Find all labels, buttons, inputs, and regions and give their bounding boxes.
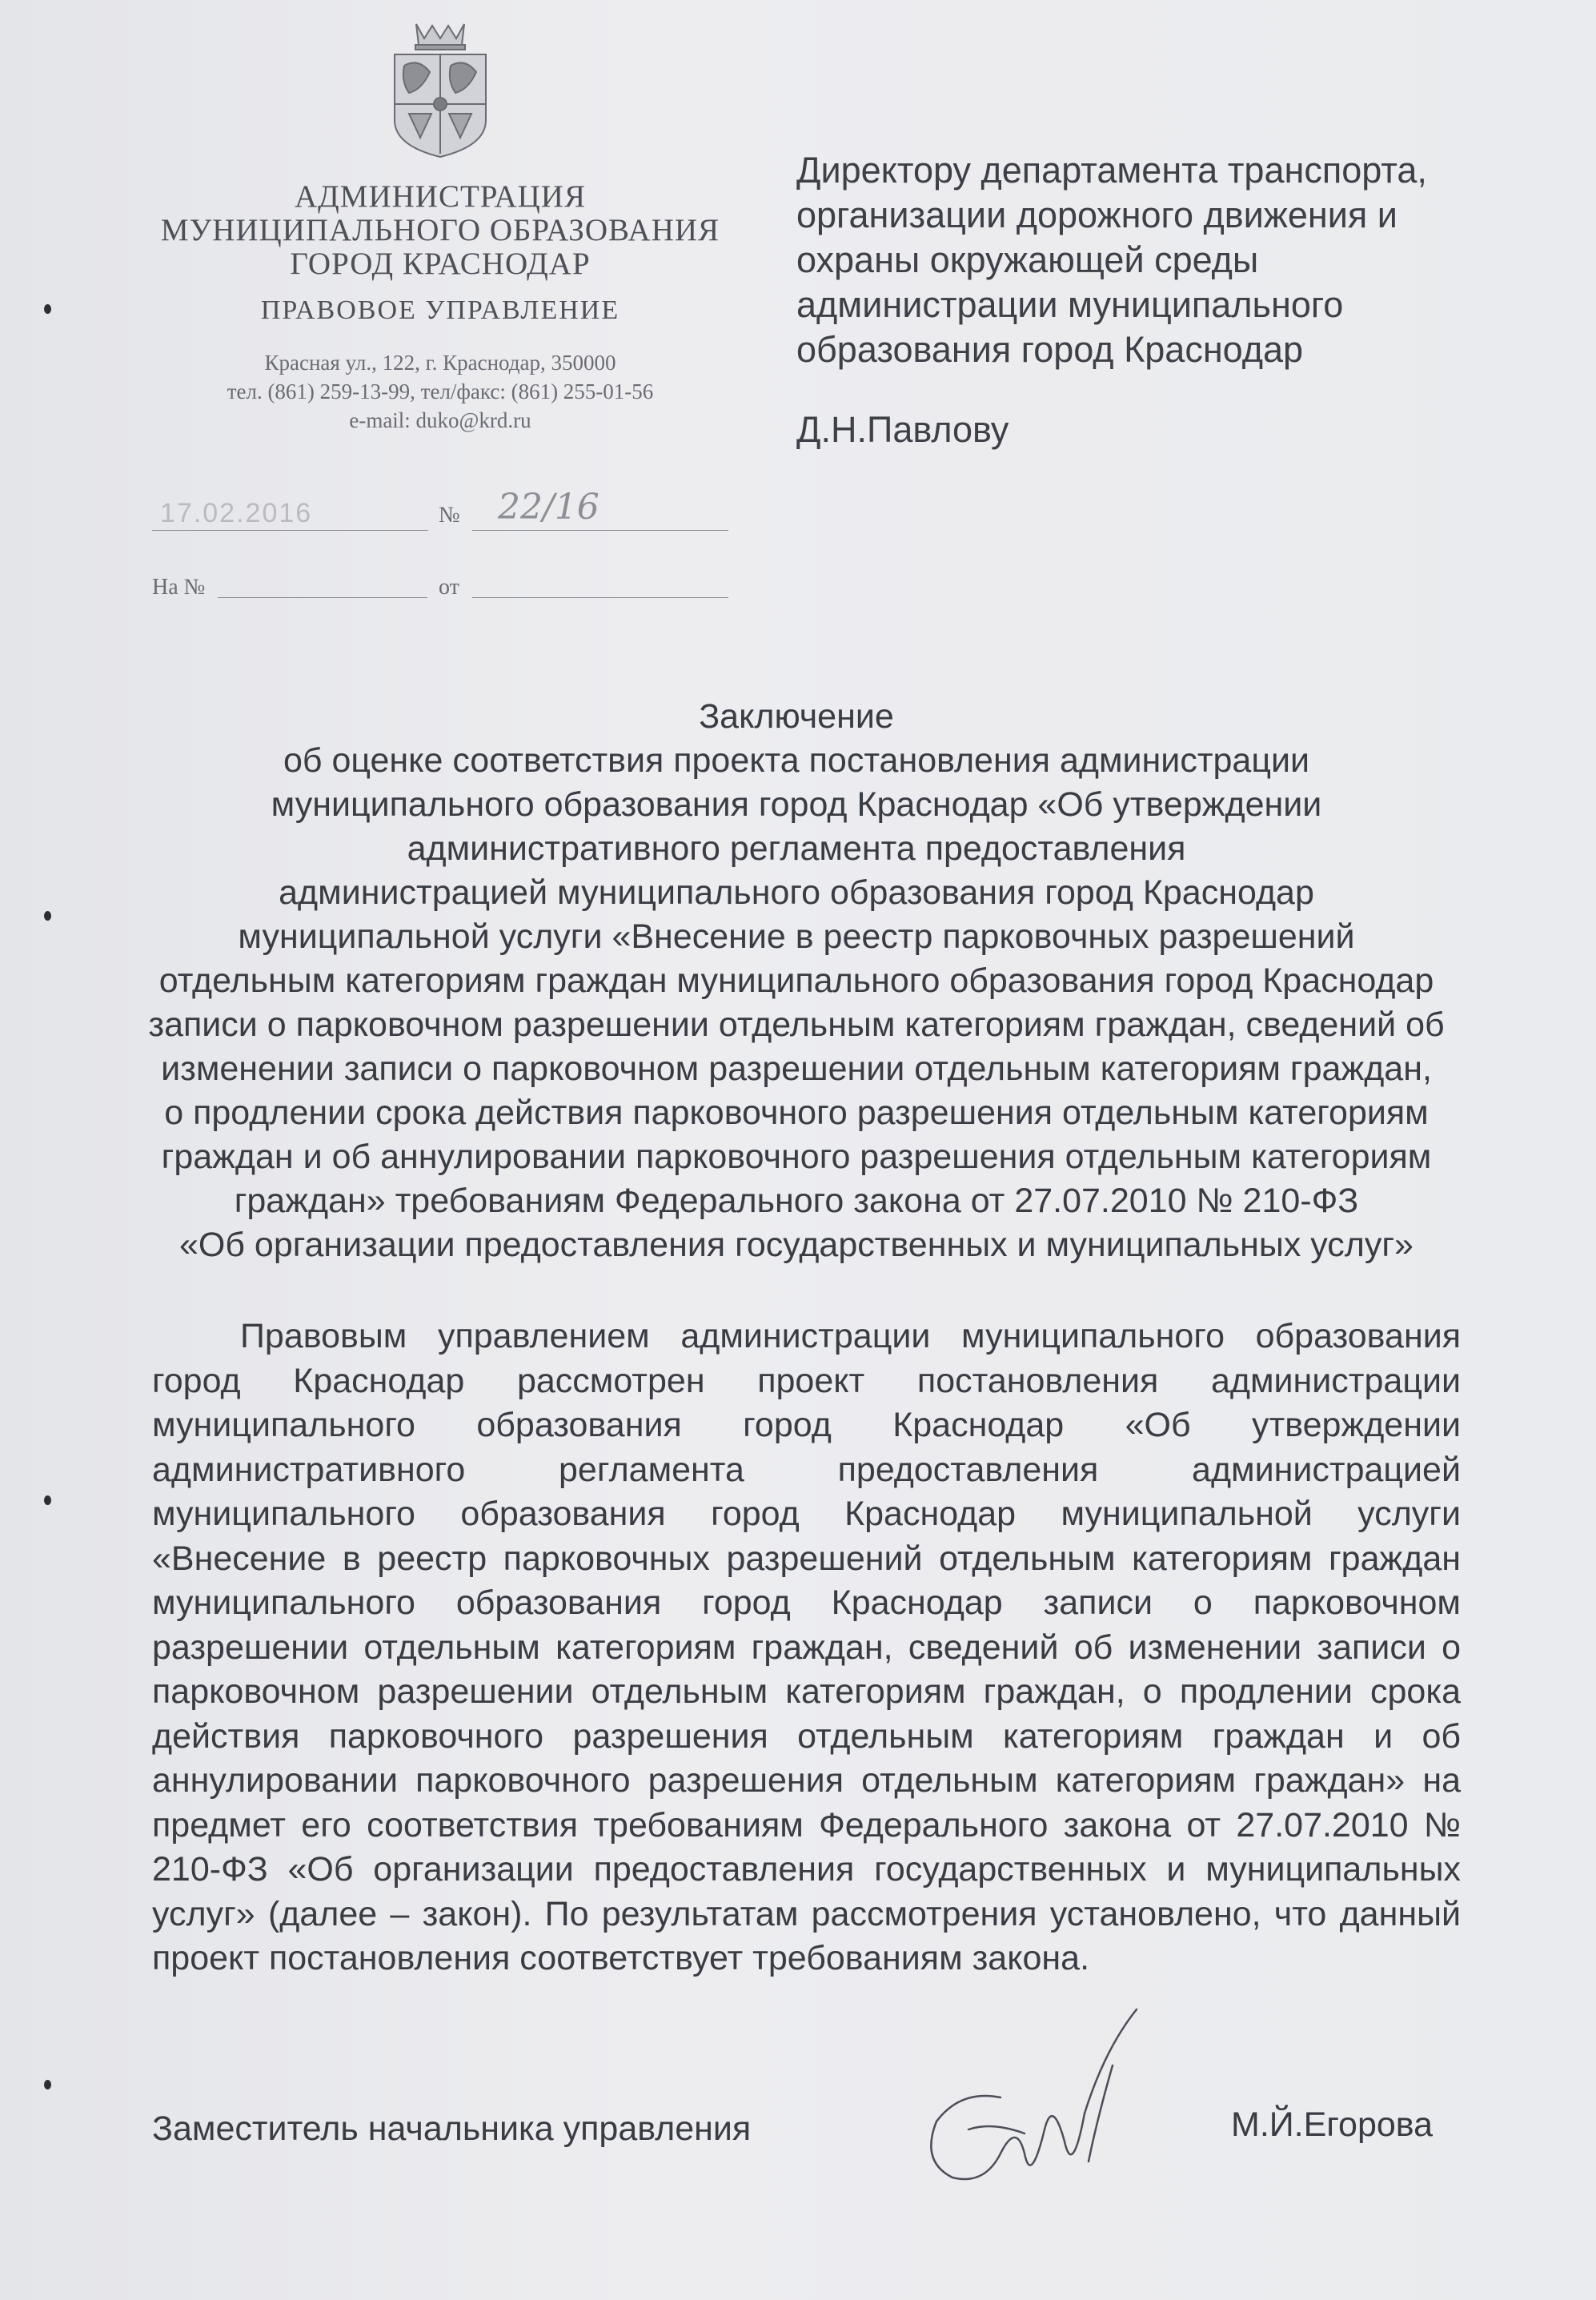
title-line: граждан» требованиям Федерального закона от 27.07.2010 № 210-ФЗ: [234, 1182, 1359, 1220]
sender-address: [136, 348, 744, 435]
reply-number-label: На №: [152, 575, 206, 600]
title-line: об оценке соответствия проекта постановления администрации: [283, 741, 1310, 780]
reply-number-underline: [218, 597, 427, 598]
signer-name: М.Й.Егорова: [1231, 2105, 1434, 2144]
addressee-name: Д.Н.Павлову: [796, 409, 1009, 450]
address-line: Красная ул., 122, г. Краснодар, 350000: [264, 351, 616, 375]
title-line: записи о парковочном разрешении отдельным категориям граждан, сведений об: [148, 1005, 1445, 1044]
title-line: отдельным категориям граждан муниципального образования город Краснодар: [158, 961, 1434, 1000]
title-line: «Об организации предоставления государственных и муниципальных услуг»: [179, 1226, 1414, 1264]
body-paragraph: Правовым управлением администрации муниципального образования город Краснодар рассмотрен проект постановления администрации муниципального образования город Краснодар «Об утверждении административного регламента предоставления администрацией муниципального образования город Краснодар муниципальной услуги «Внесение в реестр парковочных разрешений отдельным категориям граждан муниципального образования город Краснодар записи о парковочном разрешении отдельным категориям граждан, сведений об изменении записи о парковочном разрешении отдельным категориям граждан, о продлении срока действия парковочного разрешения отдельным категориям граждан и об аннулировании парковочного разрешения отдельным категориям граждан» на предмет его соответствия требованиям Федерального закона от 27.07.2010 № 210-ФЗ «Об организации предоставления государственных и муниципальных услуг» (далее – закон). По результатам рассмотрения установлено, что данный проект постановления соответствует требованиям закона.: [152, 1317, 1461, 1977]
addressee-block: [796, 148, 1517, 452]
registration-number: 22/16: [498, 487, 600, 528]
number-label: №: [439, 503, 460, 528]
addressee-line-1: Директору департамента транспорта,: [796, 150, 1427, 191]
reply-from-label: от: [439, 575, 459, 600]
title-line: о продлении срока действия парковочного разрешения отдельным категориям: [164, 1094, 1429, 1132]
title-line: администрацией муниципального образования город Краснодар: [279, 873, 1314, 912]
coat-of-arms-emblem: [380, 16, 500, 160]
date-stamp: 17.02.2016: [160, 498, 313, 528]
punch-mark: [44, 304, 51, 314]
phone-line: тел. (861) 259-13-99, тел/факс: (861) 255-01-56: [227, 379, 654, 403]
addressee-line-2: организации дорожного движения и: [796, 195, 1398, 235]
addressee-line-5: образования город Краснодар: [796, 329, 1304, 370]
addressee-line-3: охраны окружающей среды: [796, 239, 1259, 280]
punch-mark: [44, 911, 51, 921]
title-line: муниципальной услуги «Внесение в реестр парковочных разрешений: [238, 917, 1355, 956]
punch-mark: [44, 2080, 51, 2089]
department-name: ПРАВОВОЕ УПРАВЛЕНИЕ: [260, 295, 620, 325]
handwritten-signature: [904, 2001, 1169, 2202]
punch-mark: [44, 1495, 51, 1505]
title-line: административного регламента предоставления: [407, 829, 1186, 868]
title-heading: Заключение: [699, 697, 894, 736]
date-underline: [152, 530, 428, 531]
title-line: изменении записи о парковочном разрешении отдельным категориям граждан,: [161, 1050, 1432, 1088]
addressee-line-4: администрации муниципального: [796, 284, 1344, 325]
email-line: e-mail: duko@krd.ru: [349, 408, 531, 432]
number-underline: [472, 530, 728, 531]
reply-date-underline: [472, 597, 728, 598]
org-line-3: ГОРОД КРАСНОДАР: [290, 247, 591, 281]
org-line-1: АДМИНИСТРАЦИЯ: [295, 179, 586, 214]
document-title: [140, 695, 1453, 1267]
title-line: муниципального образования город Краснодар «Об утверждении: [271, 785, 1322, 824]
org-line-2: МУНИЦИПАЛЬНОГО ОБРАЗОВАНИЯ: [160, 213, 720, 247]
title-line: граждан и об аннулировании парковочного разрешения отдельным категориям: [161, 1138, 1432, 1176]
signer-position: Заместитель начальника управления: [152, 2109, 752, 2148]
sender-block: [136, 180, 744, 435]
